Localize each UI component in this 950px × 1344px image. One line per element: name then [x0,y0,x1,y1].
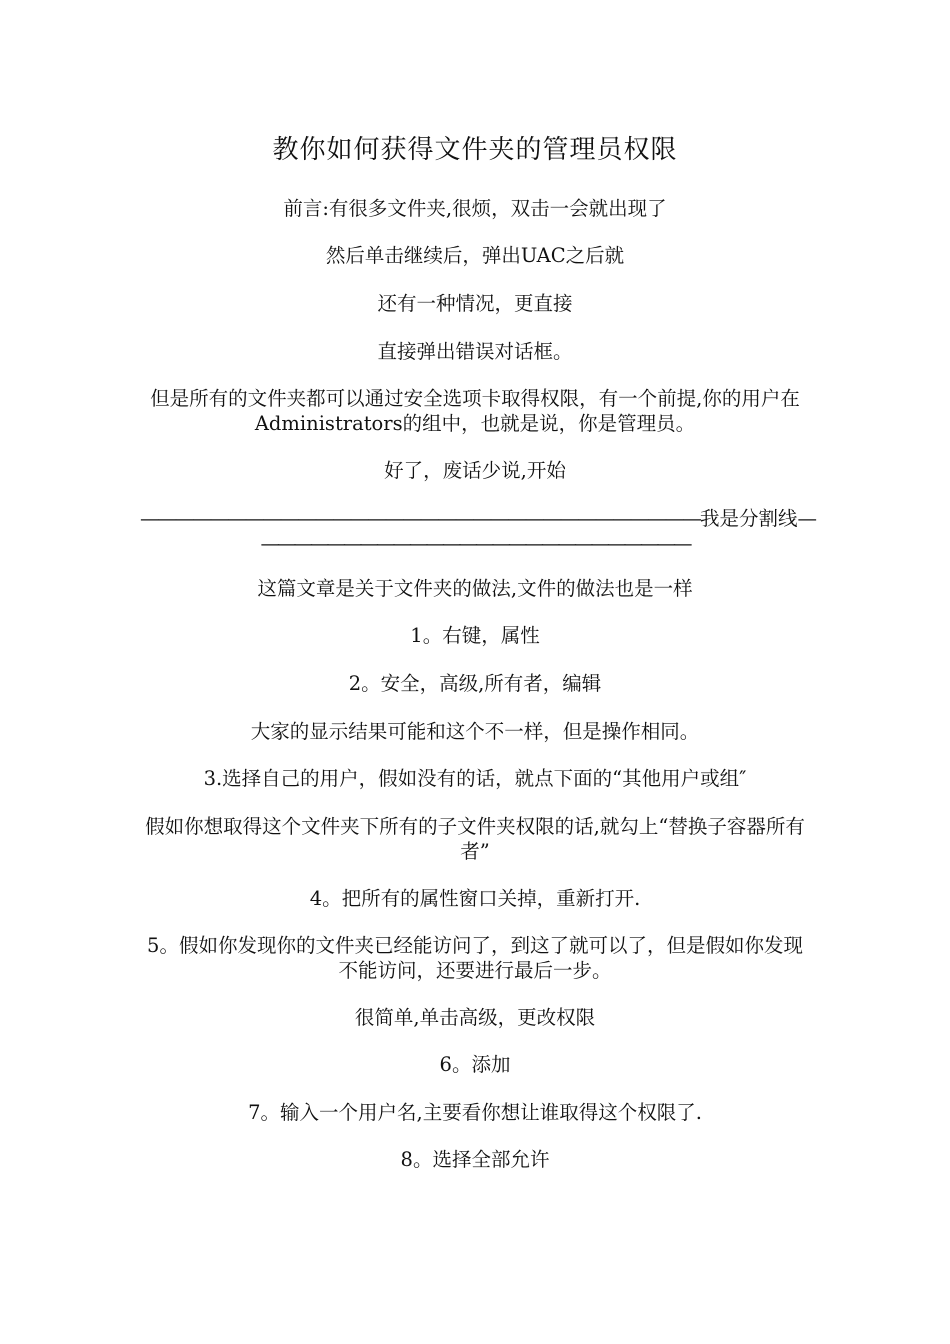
paragraph-preface: 前言:有很多文件夹,很烦，双击一会就出现了 [283,197,667,220]
paragraph-another-case: 还有一种情况，更直接 [377,292,573,315]
step-4: 4。把所有的属性窗口关掉，重新打开. [309,887,641,910]
document-title: 教你如何获得文件夹的管理员权限 [272,135,678,165]
paragraph-start: 好了，废话少说,开始 [384,459,566,482]
paragraph-intro: 这篇文章是关于文件夹的做法,文件的做法也是一样 [257,577,693,600]
divider-label: 我是分割线 [700,507,798,530]
paragraph-uac: 然后单击继续后，弹出UAC之后就 [325,244,625,267]
divider-line-1: ————————————————————————————————我是分割线— [140,507,818,530]
step-5: 5。假如你发现你的文件夹已经能访问了，到这了就可以了，但是假如你发现不能访问，还要进行最后一步。 [147,934,803,982]
divider-line-2: —————————————————————————— [260,532,690,555]
paragraph-replace-owner: 假如你想取得这个文件夹下所有的子文件夹权限的话,就勾上“替换子容器所有者” [145,815,805,863]
step-1: 1。右键，属性 [410,624,540,647]
step-8: 8。选择全部允许 [400,1148,550,1171]
step-6: 6。添加 [439,1053,511,1076]
step-2: 2。安全，高级,所有者，编辑 [348,672,602,695]
paragraph-error-dialog: 直接弹出错误对话框。 [377,340,573,363]
paragraph-security-tab: 但是所有的文件夹都可以通过安全选项卡取得权限，有一个前提,你的用户在Administrators的组中，也就是说，你是管理员。 [150,387,800,435]
paragraph-note: 大家的显示结果可能和这个不一样，但是操作相同。 [250,720,700,743]
step-3: 3.选择自己的用户，假如没有的话，就点下面的“其他用户或组″ [203,767,747,790]
step-7: 7。输入一个用户名,主要看你想让谁取得这个权限了. [248,1101,702,1124]
paragraph-change-permission: 很简单,单击高级，更改权限 [354,1006,596,1029]
section-divider [140,506,818,556]
